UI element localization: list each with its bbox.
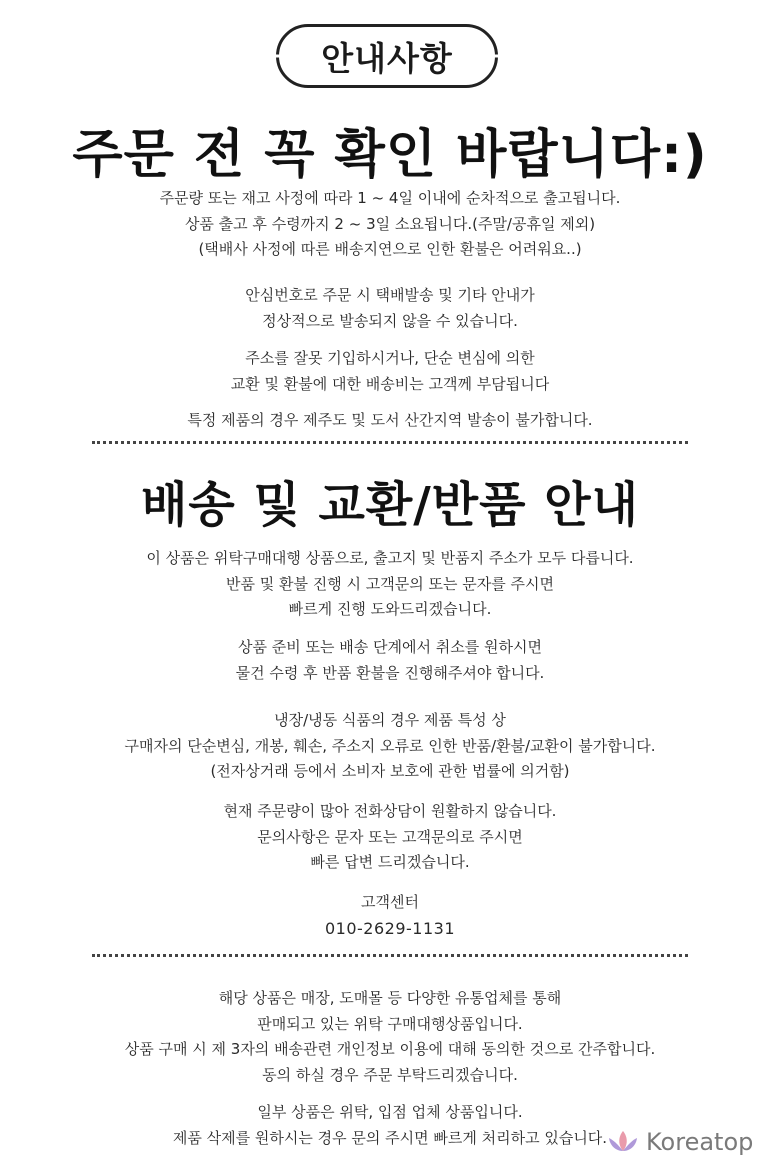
text-line: 빠르게 진행 도와드리겠습니다. [288,600,492,618]
text-line: (택배사 사정에 따른 배송지연으로 인한 환불은 어려워요..) [198,240,582,258]
notice-badge [276,24,498,88]
text-line: (전자상거래 등에서 소비자 보호에 관한 법률에 의거함) [210,762,570,780]
paragraph [0,408,780,434]
dotted-divider [92,441,688,444]
text-line: 안심번호로 주문 시 택배발송 및 기타 안내가 [245,286,535,304]
lotus-icon [606,1129,640,1155]
contact-label: 고객센터 [361,893,419,911]
paragraph [0,546,780,623]
text-line: 냉장/냉동 식품의 경우 제품 특성 상 [274,711,506,729]
text-line: 구매자의 단순변심, 개봉, 훼손, 주소지 오류로 인한 반품/환불/교환이 불가합니다. [124,736,656,755]
text-line: 판매되고 있는 위탁 구매대행상품입니다. [257,1014,523,1033]
paragraph [0,283,780,334]
paragraph [0,708,780,785]
paragraph [0,986,780,1088]
text-line: 제품 삭제를 원하시는 경우 문의 주시면 빠르게 처리하고 있습니다. [172,1128,608,1147]
text-line: 물건 수령 후 반품 환불을 진행해주셔야 합니다. [235,663,545,682]
text-line: 일부 상품은 위탁, 입점 업체 상품입니다. [257,1103,523,1121]
text-line: 특정 제품의 경우 제주도 및 도서 산간지역 발송이 불가합니다. [187,411,593,429]
text-line: 상품 구매 시 제 3자의 배송관련 개인정보 이용에 대해 동의한 것으로 간주합니다. [124,1040,656,1058]
main-headline: 주문 전 꼭 확인 바랍니다:) [72,125,708,185]
shipping-headline: 배송 및 교환/반품 안내 [141,477,639,533]
text-line: 해당 상품은 매장, 도매몰 등 다양한 유통업체를 통해 [218,989,562,1007]
paragraph [0,186,780,263]
text-line: 교환 및 환불에 대한 배송비는 고객께 부담됩니다 [230,374,550,393]
watermark [606,1128,753,1156]
dotted-divider [92,954,688,957]
text-line: 빠른 답변 드리겠습니다. [310,853,470,871]
text-line: 정상적으로 발송되지 않을 수 있습니다. [262,311,518,330]
paragraph [0,346,780,397]
text-line: 현재 주문량이 많아 전화상담이 원활하지 않습니다. [223,802,557,820]
text-line: 상품 준비 또는 배송 단계에서 취소를 원하시면 [238,638,542,656]
contact-block [0,890,780,941]
text-line: 동의 하실 경우 주문 부탁드리겠습니다. [262,1065,518,1084]
paragraph [0,635,780,686]
badge-title: 안내사항 [321,38,453,78]
text-line: 문의사항은 문자 또는 고객문의로 주시면 [257,827,523,846]
text-line: 이 상품은 위탁구매대행 상품으로, 출고지 및 반품지 주소가 모두 다릅니다. [146,549,634,567]
text-line: 반품 및 환불 진행 시 고객문의 또는 문자를 주시면 [226,574,554,593]
paragraph [0,799,780,876]
text-line: 주소를 잘못 기입하시거나, 단순 변심에 의한 [245,349,535,367]
contact-phone: 010-2629-1131 [324,918,456,938]
watermark-text: Koreatop [646,1128,754,1156]
text-line: 주문량 또는 재고 사정에 따라 1 ~ 4일 이내에 순차적으로 출고됩니다. [159,189,621,207]
text-line: 상품 출고 후 수령까지 2 ~ 3일 소요됩니다.(주말/공휴일 제외) [184,214,596,233]
